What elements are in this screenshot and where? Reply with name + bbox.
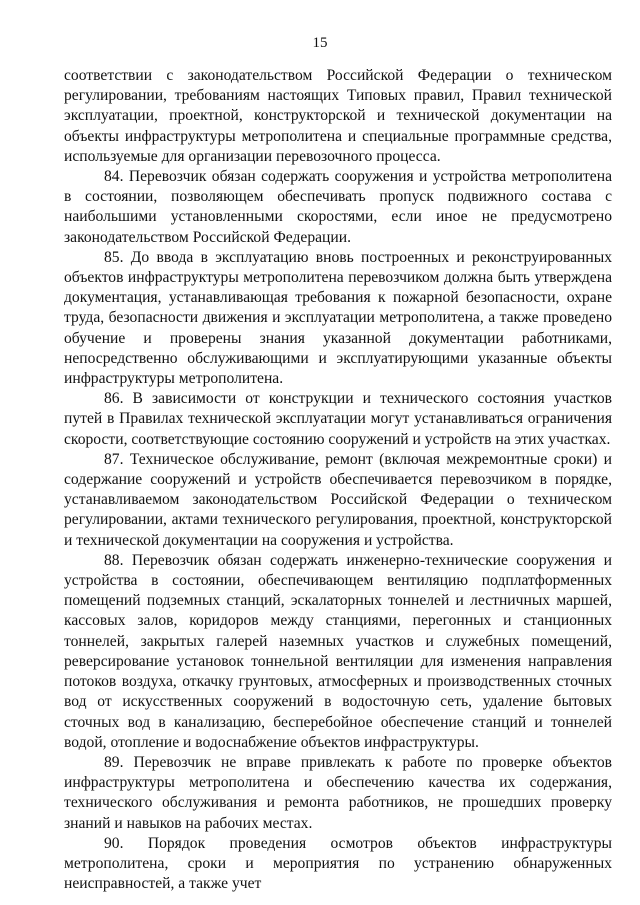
paragraph: 85. До ввода в эксплуатацию вновь построенных и реконструированных объектов инфраструктуры метрополитена перевозчиком должна быть утверждена документация, устанавливающая требования к пожарной безопасности, охране труда, безопасности движения и эксплуатации метрополитена, а также проведено обучение и проверены знания указанной документации работниками, непосредственно обслуживающими и эксплуатирующими указанные объекты инфраструктуры метрополитена. [64,248,612,388]
paragraph: соответствии с законодательством Российской Федерации о техническом регулировании, требованиям настоящих Типовых правил, Правил технической эксплуатации, проектной, конструкторской и технической документации на объекты инфраструктуры метрополитена и специальные программные средства, используемые для организации перевозочного процесса. [64,67,612,165]
paragraph: 89. Перевозчик не вправе привлекать к работе по проверке объектов инфраструктуры метрополитена и обеспечению качества их содержания, технического обслуживания и ремонта работников, не прошедших проверку знаний и навыков на рабочих местах. [64,753,612,832]
paragraph: 88. Перевозчик обязан содержать инженерно-технические сооружения и устройства в состоянии, обеспечивающем вентиляцию подплатформенных помещений подземных станций, эскалаторных тоннелей и лестничных маршей, кассовых залов, коридоров между станциями, перегонных и станционных тоннелей, закрытых галерей наземных участков и служебных помещений, реверсирование установок тоннельной вентиляции для изменения направления потоков воздуха, откачку грунтовых, атмосферных и производственных сточных вод от искусственных сооружений в водосточную сеть, удаление бытовых сточных вод в канализацию, бесперебойное обеспечение станций и тоннелей водой, отопление и водоснабжение объектов инфраструктуры. [64,551,612,751]
paragraph: 90. Порядок проведения осмотров объектов инфраструктуры метрополитена, сроки и мероприятия по устранению обнаруженных неисправностей, а также учет [64,834,612,893]
document-body [64,66,612,894]
paragraph: 86. В зависимости от конструкции и технического состояния участков путей в Правилах технической эксплуатации могут устанавливаться ограничения скорости, соответствующие состоянию сооружений и устройств на этих участках. [64,390,612,448]
paragraph: 84. Перевозчик обязан содержать сооружения и устройства метрополитена в состоянии, позволяющем обеспечивать пропуск подвижного состава с наибольшими установленными скоростями, если иное не предусмотрено законодательством Российской Федерации. [64,168,612,246]
page-number: 15 [312,35,328,51]
paragraph: 87. Техническое обслуживание, ремонт (включая межремонтные сроки) и содержание сооружений и устройств обеспечивается перевозчиком в порядке, устанавливаемом законодательством Российской Федерации о техническом регулировании, актами технического регулирования, проектной, конструкторской и технической документации на сооружения и устройства. [64,450,612,549]
